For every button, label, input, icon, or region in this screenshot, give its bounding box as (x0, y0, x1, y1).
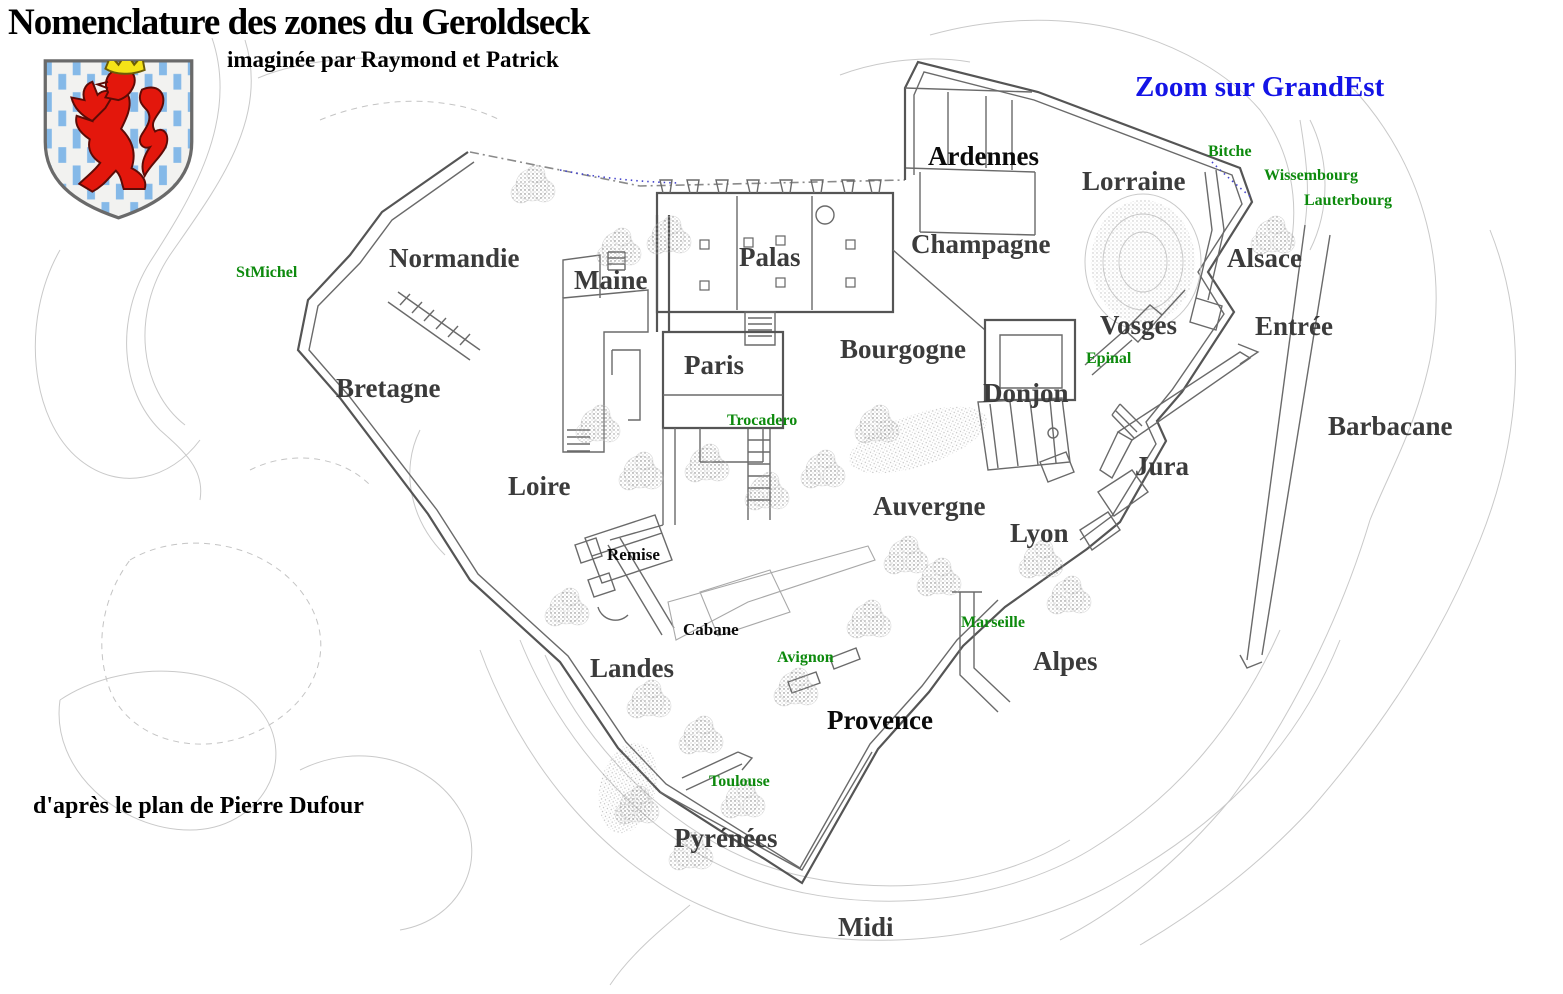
place-label-marseille: Marseille (961, 614, 1025, 631)
zone-label-auvergne: Auvergne (873, 491, 986, 521)
place-label-trocadero: Trocadero (727, 412, 798, 429)
zone-label-landes: Landes (590, 653, 675, 683)
page-subtitle: imaginée par Raymond et Patrick (227, 47, 559, 72)
zone-label-bretagne: Bretagne (336, 373, 441, 403)
place-label-toulouse: Toulouse (709, 773, 770, 790)
zone-label-paris: Paris (684, 350, 744, 380)
zone-label-palas: Palas (739, 242, 801, 272)
zone-label-entree: Entrée (1255, 311, 1333, 341)
place-label-bitche: Bitche (1208, 143, 1252, 160)
zone-label-donjon: Donjon (983, 378, 1069, 408)
place-label-epinal: Epinal (1086, 350, 1132, 367)
place-label-avignon: Avignon (777, 649, 834, 666)
zone-label-provence: Provence (827, 705, 933, 735)
place-label-lauterbourg: Lauterbourg (1304, 192, 1392, 209)
zone-label-loire: Loire (508, 471, 571, 501)
zone-label-vosges: Vosges (1100, 310, 1178, 340)
place-label-stmichel: StMichel (236, 264, 298, 281)
zone-label-ardennes: Ardennes (928, 141, 1040, 171)
zone-label-jura: Jura (1135, 451, 1189, 481)
zone-label-pyrenees: Pyrénées (674, 823, 778, 853)
zone-label-alsace: Alsace (1227, 243, 1302, 273)
building-label-cabane: Cabane (683, 620, 739, 639)
page-title: Nomenclature des zones du Geroldseck (8, 2, 590, 43)
coat-of-arms-shield (40, 53, 197, 223)
zone-label-bourgogne: Bourgogne (840, 334, 967, 364)
building-label-remise: Remise (607, 545, 660, 564)
zone-label-lorraine: Lorraine (1082, 166, 1186, 196)
zone-label-champagne: Champagne (911, 229, 1051, 259)
zone-label-maine: Maine (574, 265, 648, 295)
place-label-wissembourg: Wissembourg (1264, 167, 1358, 184)
zone-label-alpes: Alpes (1033, 646, 1098, 676)
zone-label-midi: Midi (838, 912, 894, 942)
credit-note: d'après le plan de Pierre Dufour (33, 793, 364, 819)
zoom-grandest-link[interactable]: Zoom sur GrandEst (1135, 71, 1385, 103)
zone-label-normandie: Normandie (389, 243, 520, 273)
zone-label-barbacane: Barbacane (1328, 411, 1453, 441)
zone-label-lyon: Lyon (1010, 518, 1069, 548)
